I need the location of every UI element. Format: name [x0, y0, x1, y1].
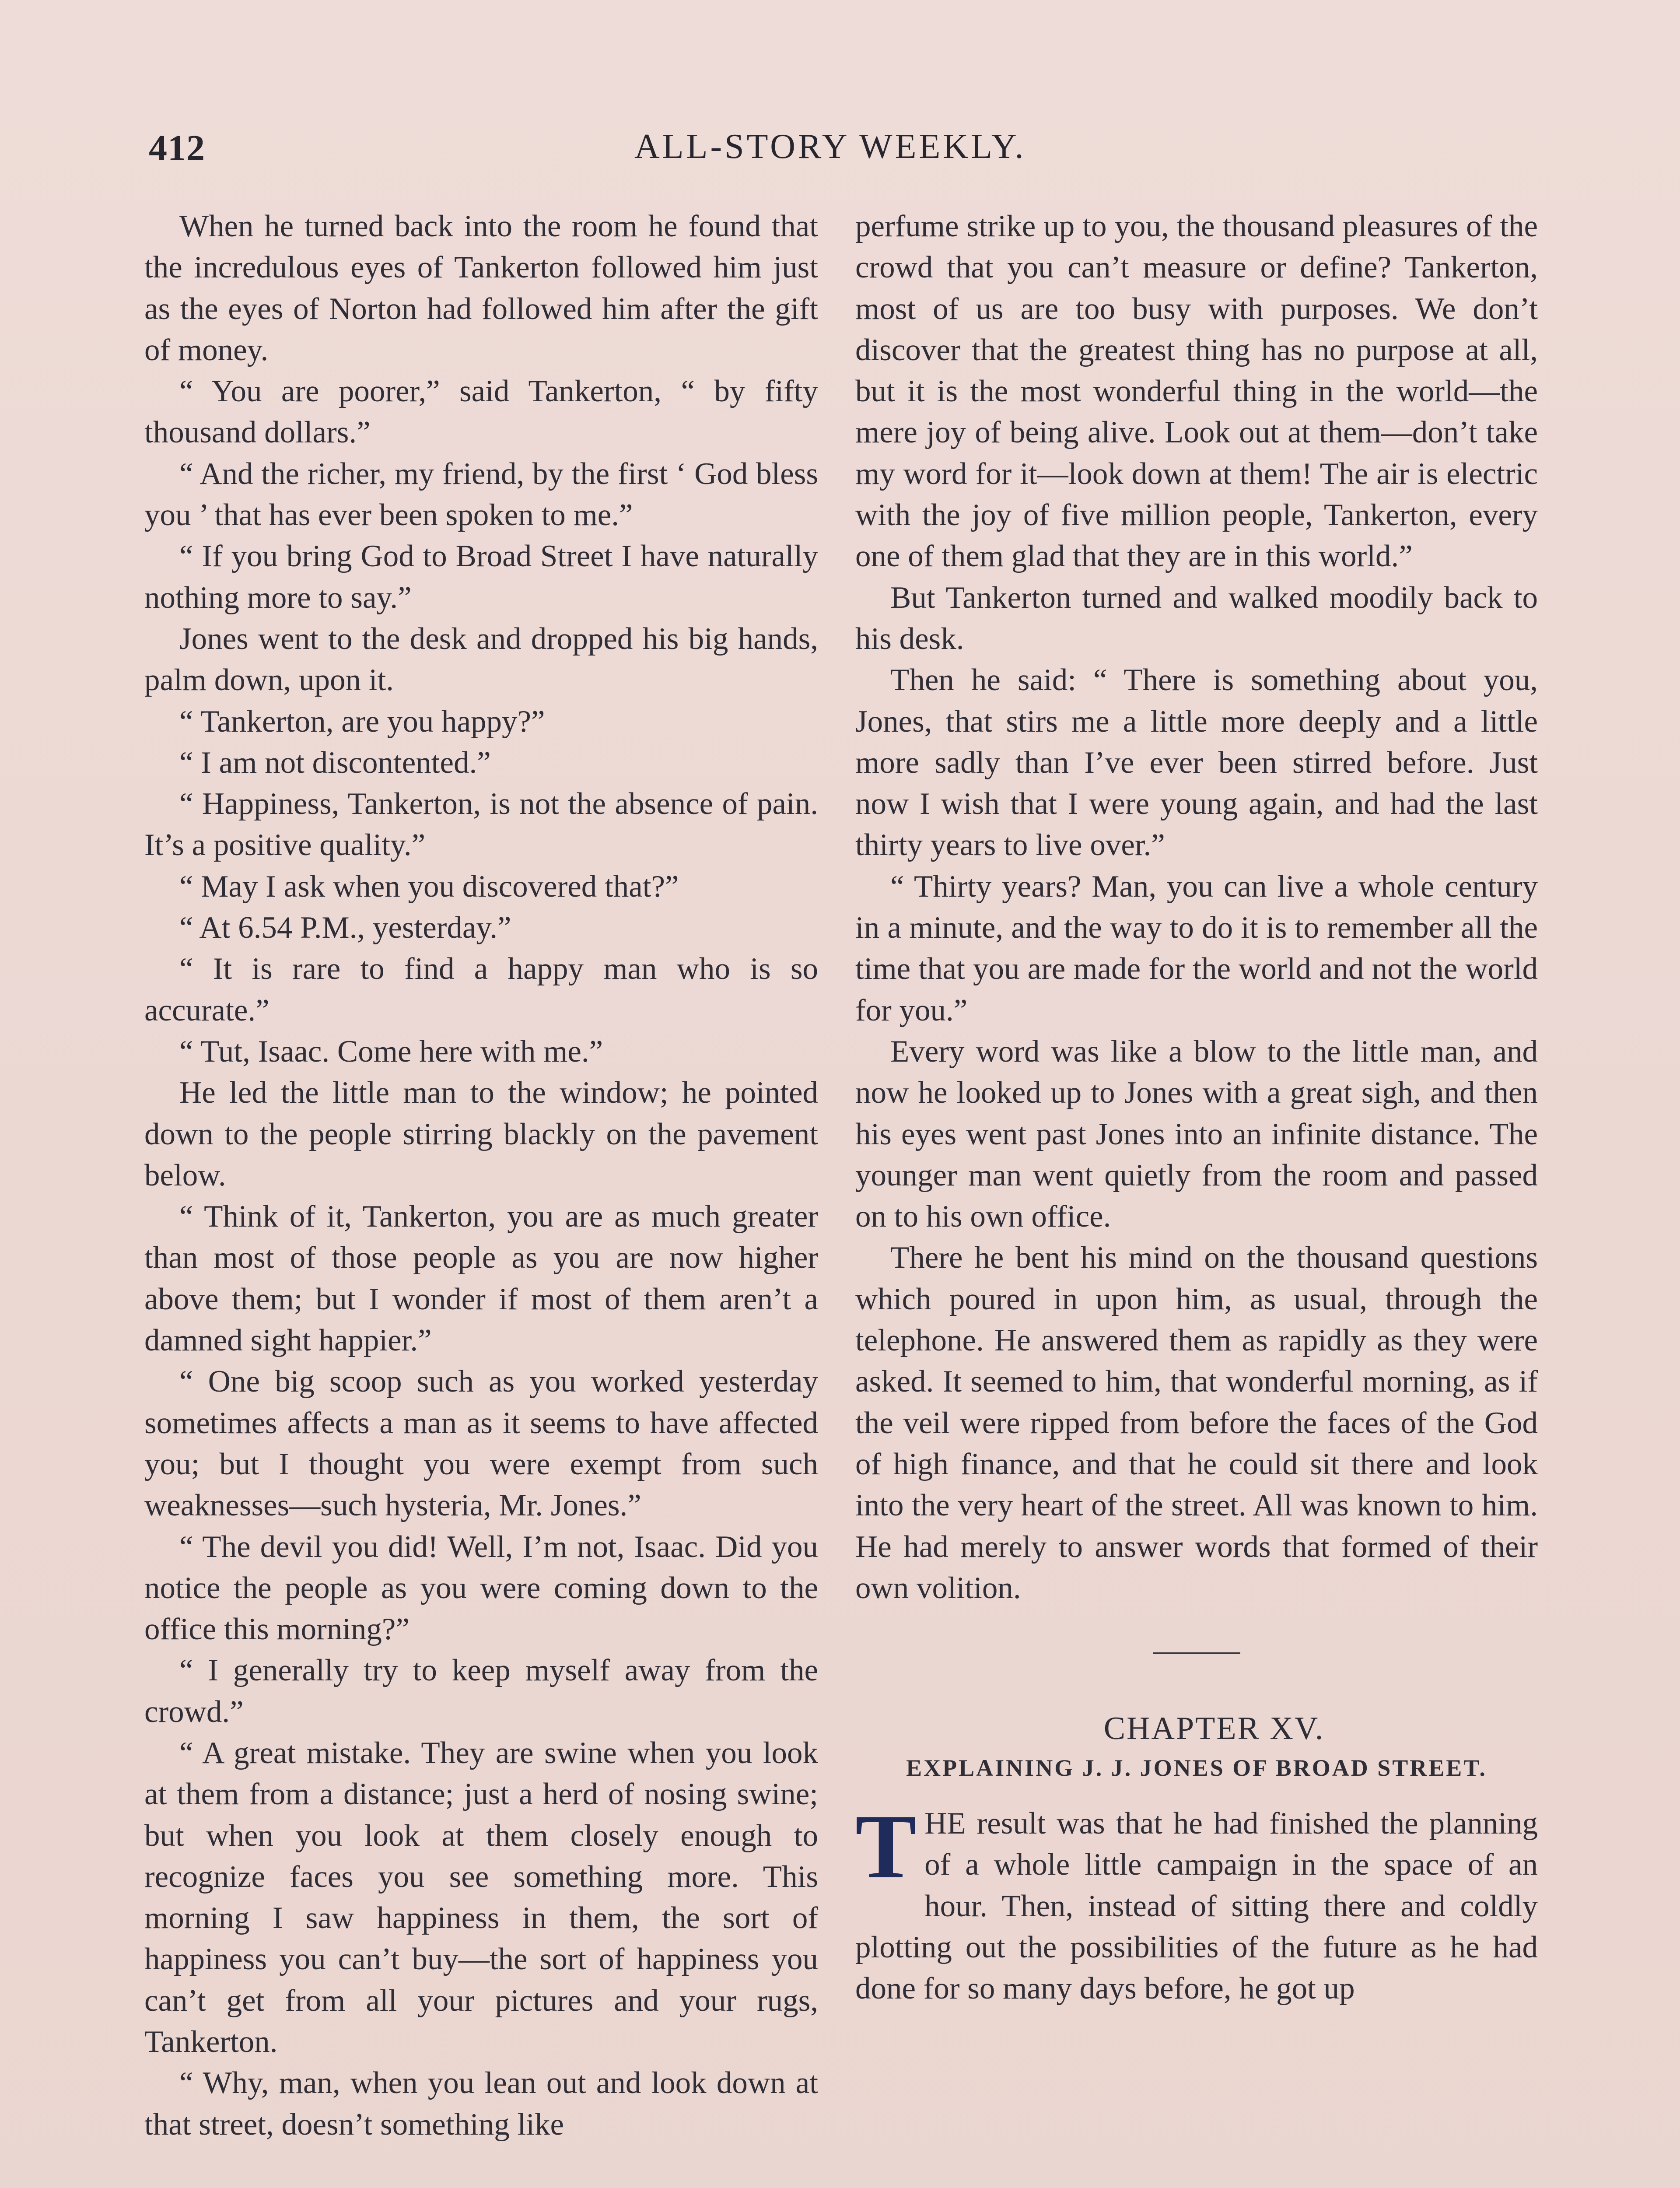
page-header	[0, 0, 1680, 193]
section-divider	[1153, 1652, 1240, 1654]
paragraph: When he turned back into the room he found that the incredulous eyes of Tankerton followed him just as the eyes of Norton had followed him after the gift of money.	[144, 209, 818, 367]
paragraph: “ Tankerton, are you happy?”	[179, 704, 545, 739]
paragraph: “ Happiness, Tankerton, is not the absence of pain. It’s a positive quality.”	[144, 787, 818, 863]
paragraph: “ I am not discontented.”	[179, 745, 491, 780]
chapter-opening-text: HE result was that he had finished the planning of a whole little campaign in the space of an hour. Then, instead of sitting there and coldly plotting out the possibilities of the future as he had done for so many days before, he got up	[855, 1806, 1538, 2006]
paragraph: Then he said: “ There is something about you, Jones, that stirs me a little more deeply and a little more sadly than I’ve ever been stirred before. Just now I wish that I were young again, and had the last thirty years to live over.”	[855, 663, 1538, 863]
paragraph: There he bent his mind on the thousand questions which poured in upon him, as usual, through the telephone. He answered them as rapidly as they were asked. It seemed to him, that wonderful morning, as if the veil were ripped from before the faces of the God of high finance, and that he could sit there and look into the very heart of the street. All was known to him. He had merely to answer words that formed of their own volition.	[855, 1241, 1538, 1605]
running-head: ALL-STORY WEEKLY.	[634, 127, 1026, 166]
paragraph: He led the little man to the window; he pointed down to the people stirring blackly on the pavement below.	[144, 1076, 818, 1192]
paragraph: “ The devil you did! Well, I’m not, Isaac. Did you notice the people as you were coming down to the office this morning?”	[144, 1529, 818, 1647]
chapter-subtitle: EXPLAINING J. J. JONES OF BROAD STREET.	[906, 1755, 1487, 1781]
paragraph: “ At 6.54 P.M., yesterday.”	[179, 911, 511, 945]
chapter-opening-paragraph	[855, 1796, 1538, 2009]
paragraph: “ Why, man, when you lean out and look down at that street, doesn’t something like	[144, 2066, 818, 2142]
page-number: 412	[149, 128, 205, 168]
paragraph: Jones went to the desk and dropped his big hands, palm down, upon it.	[144, 621, 818, 698]
chapter-title: CHAPTER XV.	[1103, 1711, 1325, 1747]
paragraph: “ May I ask when you discovered that?”	[179, 869, 679, 904]
paragraph: “ I generally try to keep myself away from the crowd.”	[144, 1653, 818, 1729]
right-column	[855, 206, 1538, 2009]
paragraph: “ If you bring God to Broad Street I have naturally nothing more to say.”	[144, 539, 818, 615]
drop-cap: T	[855, 1796, 917, 1898]
paragraph: “ And the richer, my friend, by the first ‘ God bless you ’ that has ever been spoken to me.”	[144, 456, 818, 533]
paragraph: “ One big scoop such as you worked yesterday sometimes affects a man as it seems to have affected you; but I thought you were exempt from such weaknesses—such hysteria, Mr. Jones.”	[144, 1364, 818, 1523]
paragraph: But Tankerton turned and walked moodily back to his desk.	[855, 580, 1538, 656]
paragraph: “ Thirty years? Man, you can live a whole century in a minute, and the way to do it is to remember all the time that you are made for the world and not the world for you.”	[855, 869, 1538, 1027]
paragraph: Every word was like a blow to the little man, and now he looked up to Jones with a great sigh, and then his eyes went past Jones into an infinite distance. The younger man went quietly from the room and passed on to his own office.	[855, 1034, 1538, 1234]
paragraph: “ You are poorer,” said Tankerton, “ by fifty thousand dollars.”	[144, 374, 818, 450]
paragraph: “ A great mistake. They are swine when you look at them from a distance; just a herd of nosing swine; but when you look at them closely enough to recognize faces you see something more. This morning I saw happiness in them, the sort of happiness you can’t buy—the sort of happiness you can’t get from all your pictures and your rugs, Tankerton.	[144, 1736, 818, 2059]
paragraph: “ Tut, Isaac. Come here with me.”	[179, 1034, 603, 1069]
paragraph: “ Think of it, Tankerton, you are as much greater than most of those people as you are now higher above them; but I wonder if most of them aren’t a damned sight happier.”	[144, 1199, 818, 1358]
left-column	[144, 206, 818, 2145]
paragraph: perfume strike up to you, the thousand pleasures of the crowd that you can’t measure or define? Tankerton, most of us are too busy with purposes. We don’t discover that the greatest thing has no purpose at all, but it is the most wonderful thing in the world—the mere joy of being alive. Look out at them—don’t take my word for it—look down at them! The air is electric with the joy of five million people, Tankerton, every one of them glad that they are in this world.”	[855, 209, 1538, 574]
paragraph: “ It is rare to find a happy man who is so accurate.”	[144, 952, 818, 1027]
